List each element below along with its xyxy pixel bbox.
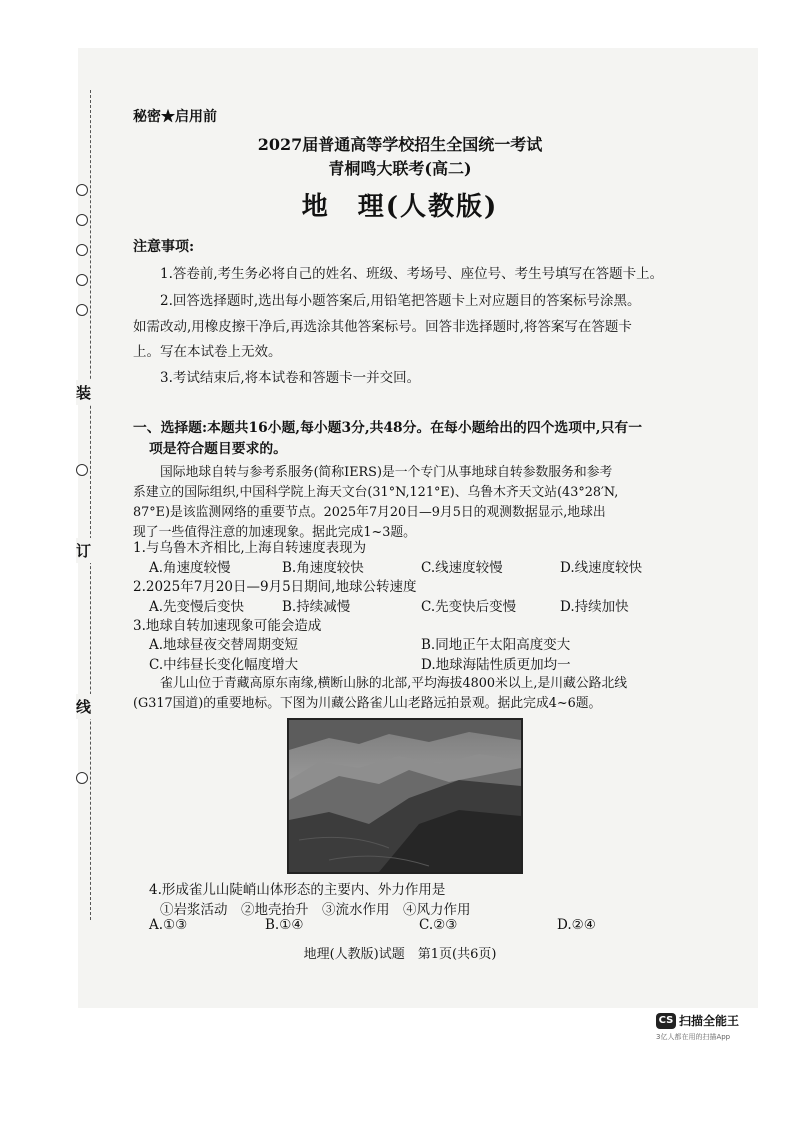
question-4-stem: 4.形成雀儿山陡峭山体形态的主要内、外力作用是 [149,882,446,898]
question-3-stem: 3.地球自转加速现象可能会造成 [133,618,322,634]
note-2-cont: 如需改动,用橡皮擦干净后,再选涂其他答案标号。回答非选择题时,将答案写在答题卡 [133,319,632,335]
question-2-stem: 2.2025年7月20日—9月5日期间,地球公转速度 [133,579,417,595]
passage-2-line: 雀儿山位于青藏高原东南缘,横断山脉的北部,平均海拔4800米以上,是川藏公路北线 [160,676,628,691]
binding-hole [76,304,88,316]
binding-char-zhuang: 装 [76,380,91,405]
section-heading: 一、选择题:本题共16小题,每小题3分,共48分。在每小题给出的四个选项中,只有一 [133,420,643,436]
q1-option-b: B.角速度较快 [282,560,364,576]
note-2: 2.回答选择题时,选出每小题答案后,用铅笔把答题卡上对应题目的答案标号涂黑。 [160,293,641,309]
passage-1-line: 系建立的国际组织,中国科学院上海天文台(31°N,121°E)、乌鲁木齐天文站(43°28′N, [133,485,619,500]
question-1-stem: 1.与乌鲁木齐相比,上海自转速度表现为 [133,540,367,556]
page-footer: 地理(人教版)试题 第1页(共6页) [303,947,497,962]
binding-hole [76,772,88,784]
passage-1-line: 现了一些值得注意的加速现象。据此完成1~3题。 [133,525,416,540]
q3-option-c: C.中纬昼长变化幅度增大 [149,657,299,673]
note-2-cont: 上。写在本试卷上无效。 [133,344,282,360]
subject-title: 地 理(人教版) [301,192,499,222]
passage-1-line: 国际地球自转与参考系服务(简称IERS)是一个专门从事地球自转参数服务和参考 [160,465,613,480]
exam-title: 2027届普通高等学校招生全国统一考试 [257,135,543,154]
q4-option-c: C.②③ [419,917,458,933]
watermark-subtitle: 3亿人都在用的扫描App [656,1033,731,1041]
binding-hole [76,244,88,256]
q2-option-d: D.持续加快 [560,599,629,615]
q3-option-d: D.地球海陆性质更加均一 [421,657,571,673]
binding-hole [76,274,88,286]
note-1: 1.答卷前,考生务必将自己的姓名、班级、考场号、座位号、考生号填写在答题卡上。 [160,266,664,282]
q2-option-a: A.先变慢后变快 [149,599,245,615]
notes-heading: 注意事项: [133,239,195,255]
exam-subtitle: 青桐鸣大联考(高二) [328,159,472,178]
q4-option-d: D.②④ [557,917,596,933]
q1-option-d: D.线速度较快 [560,560,643,576]
scanner-watermark [656,1010,739,1042]
q1-option-c: C.线速度较慢 [421,560,503,576]
q2-option-c: C.先变快后变慢 [421,599,517,615]
q4-items: ①岩浆活动 ②地壳抬升 ③流水作用 ④风力作用 [160,902,471,918]
passage-1-line: 87°E)是该监测网络的重要节点。2025年7月20日—9月5日的观测数据显示,地球出 [133,505,606,520]
confidential-mark: 秘密★启用前 [133,109,217,125]
note-3: 3.考试结束后,将本试卷和答题卡一并交回。 [160,370,421,386]
q4-option-a: A.①③ [149,917,188,933]
mountain-photo [287,718,523,874]
q3-option-b: B.同地正午太阳高度变大 [421,637,571,653]
cs-logo-icon: CS [656,1013,676,1029]
passage-2-line: (G317国道)的重要地标。下图为川藏公路雀儿山老路远拍景观。据此完成4~6题。 [133,696,602,711]
binding-char-xian: 线 [76,694,91,719]
q2-option-b: B.持续减慢 [282,599,351,615]
binding-char-ding: 订 [76,538,91,563]
q3-option-a: A.地球昼夜交替周期变短 [149,637,299,653]
binding-hole [76,464,88,476]
section-heading-cont: 项是符合题目要求的。 [149,441,287,457]
watermark-name: 扫描全能王 [679,1014,740,1028]
q4-option-b: B.①④ [265,917,304,933]
q1-option-a: A.角速度较慢 [149,560,231,576]
